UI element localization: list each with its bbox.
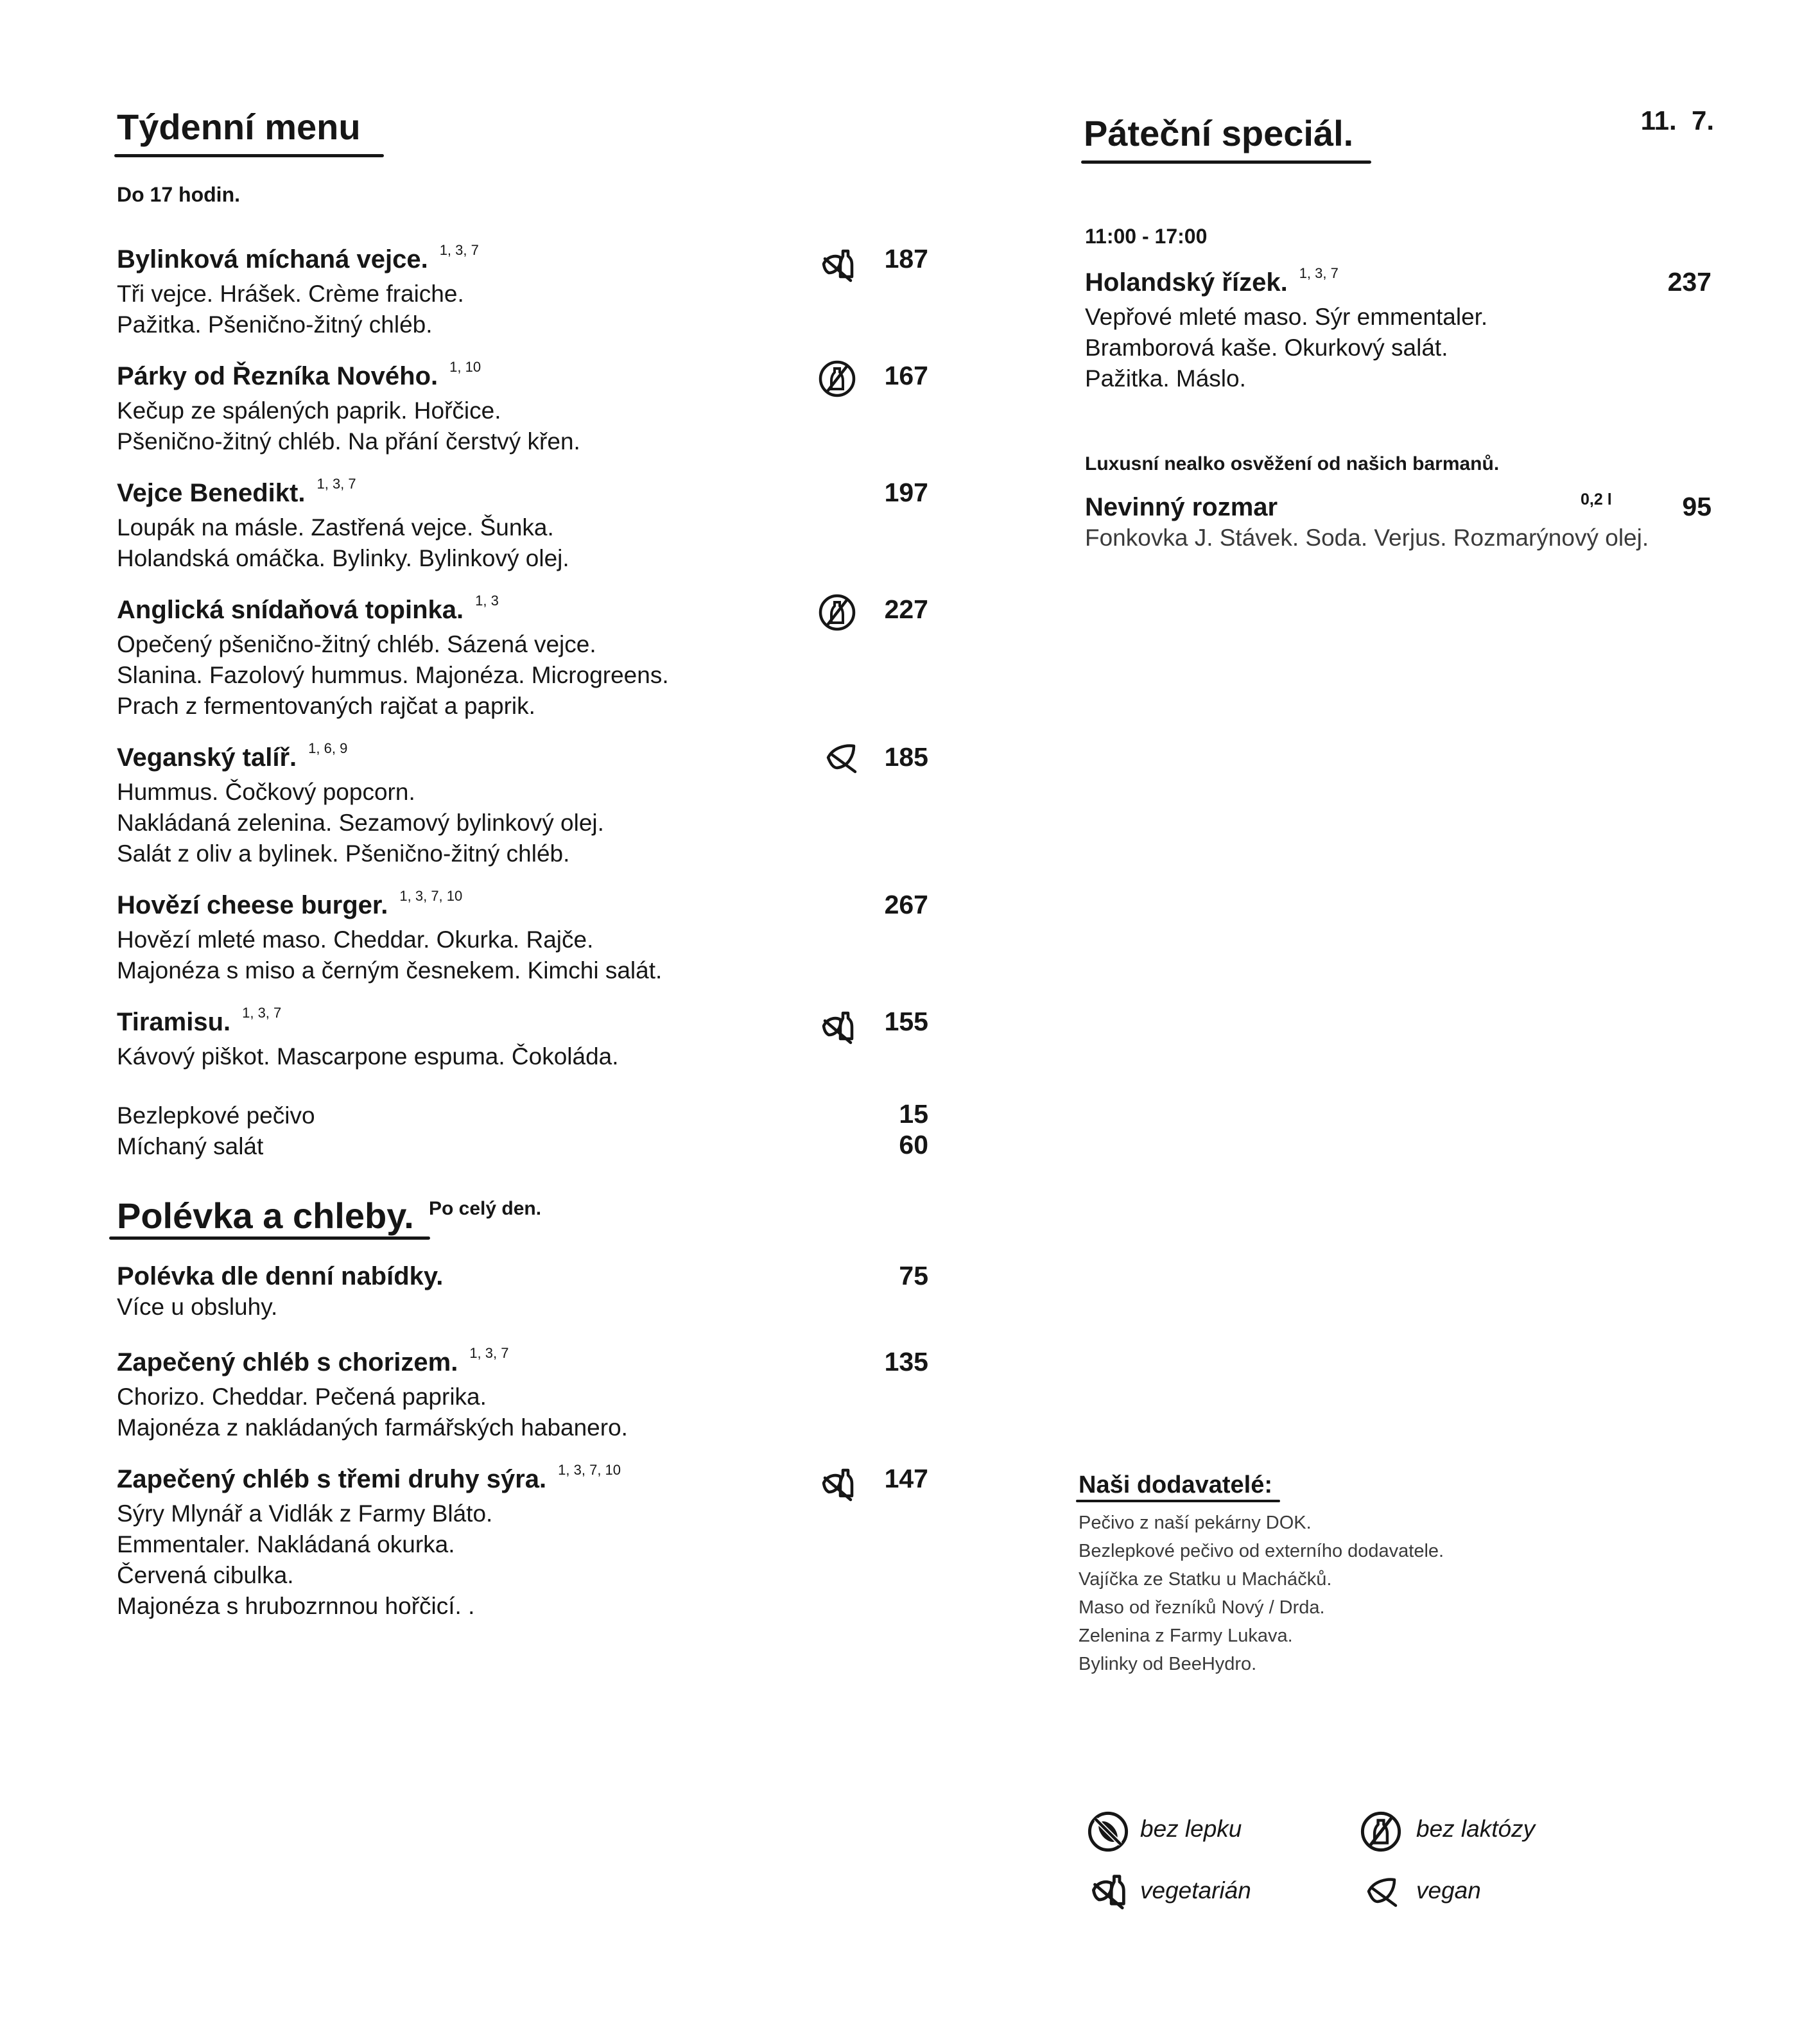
drink-name: Nevinný rozmar bbox=[1085, 493, 1278, 521]
menu-item bbox=[1085, 267, 1487, 394]
menu-item-desc: Prach z fermentovaných rajčat a paprik. bbox=[117, 693, 535, 719]
menu-item-desc: Pažitka. Máslo. bbox=[1085, 365, 1246, 392]
menu-item-desc: Slanina. Fazolový hummus. Majonéza. Microgreens. bbox=[117, 662, 669, 688]
menu-item bbox=[117, 742, 604, 869]
menu-item-desc: Salát z oliv a bylinek. Pšenično-žitný chléb. bbox=[117, 840, 570, 867]
legend-vegan: vegan bbox=[1416, 1877, 1481, 1904]
menu-item bbox=[117, 361, 580, 457]
legend-vegetarian: vegetarián bbox=[1140, 1877, 1251, 1904]
drink-volume: 0,2 l bbox=[1581, 490, 1612, 508]
menu-item bbox=[117, 1261, 443, 1323]
weekly-menu-note: Do 17 hodin. bbox=[117, 183, 240, 206]
menu-item-name: Anglická snídaňová topinka. $^{1, 3}$ bbox=[117, 593, 499, 624]
menu-item-price: 267 bbox=[884, 890, 928, 919]
allergens: 1, 10 bbox=[449, 359, 481, 375]
extra-item-name: Míchaný salát bbox=[117, 1133, 264, 1159]
legend-gluten-free: bez lepku bbox=[1140, 1816, 1242, 1842]
menu-item-price: 227 bbox=[884, 594, 928, 624]
menu-item-desc: Chorizo. Cheddar. Pečená paprika. bbox=[117, 1384, 487, 1410]
menu-item-name: Veganský talíř. $^{1, 6, 9}$ bbox=[117, 740, 348, 772]
extra-item-price: 60 bbox=[899, 1130, 928, 1159]
menu-item-desc: Pšenično-žitný chléb. Na přání čerstvý křen. bbox=[117, 428, 580, 455]
menu-item-price: 237 bbox=[1667, 267, 1712, 297]
allergens: 1, 3, 7 bbox=[439, 242, 479, 258]
menu-item-name: Tiramisu. $^{1, 3, 7}$ bbox=[117, 1005, 282, 1036]
menu-item-desc: Loupák na másle. Zastřená vejce. Šunka. bbox=[117, 514, 554, 541]
gluten-free-icon bbox=[1087, 1810, 1129, 1853]
menu-item-desc: Vepřové mleté maso. Sýr emmentaler. bbox=[1085, 304, 1488, 330]
friday-title-underline bbox=[1081, 161, 1371, 164]
drink-price: 95 bbox=[1682, 492, 1712, 521]
menu-item-desc: Kečup ze spálených paprik. Hořčice. bbox=[117, 397, 501, 424]
menu-item-desc: Sýry Mlynář a Vidlák z Farmy Bláto. bbox=[117, 1500, 493, 1527]
menu-item-desc: Hummus. Čočkový popcorn. bbox=[117, 779, 415, 805]
menu-item-name: Párky od Řezníka Nového. $^{1, 10}$ bbox=[117, 359, 481, 390]
menu-item-desc: Holandská omáčka. Bylinky. Bylinkový olej. bbox=[117, 545, 569, 571]
suppliers-title: Naši dodavatelé: bbox=[1079, 1471, 1272, 1498]
menu-item-desc: Majonéza s miso a černým česnekem. Kimchi salát. bbox=[117, 957, 663, 984]
menu-item bbox=[117, 1007, 619, 1072]
menu-item-name: Zapečený chléb s chorizem. $^{1, 3, 7}$ bbox=[117, 1345, 509, 1376]
menu-item-price: 185 bbox=[884, 742, 928, 772]
menu-item-name: Polévka dle denní nabídky. bbox=[117, 1262, 444, 1290]
menu-item-price: 75 bbox=[899, 1261, 928, 1290]
menu-item-name: Holandský řízek. $^{1, 3, 7}$ bbox=[1085, 265, 1339, 297]
vegetarian-icon bbox=[1089, 1870, 1131, 1911]
menu-item-desc: Bramborová kaše. Okurkový salát. bbox=[1085, 334, 1448, 361]
menu-item bbox=[117, 478, 569, 574]
menu-item-desc: Majonéza s hrubozrnnou hořčicí. . bbox=[117, 1593, 475, 1619]
menu-item-desc: Kávový piškot. Mascarpone espuma. Čokoláda. bbox=[117, 1043, 619, 1070]
menu-item-price: 197 bbox=[884, 478, 928, 507]
menu-item-desc: Emmentaler. Nakládaná okurka. bbox=[117, 1531, 455, 1557]
menu-item-desc: Červená cibulka. bbox=[117, 1562, 294, 1588]
weekly-menu-title: Týdenní menu bbox=[117, 107, 361, 147]
menu-item bbox=[117, 1347, 628, 1443]
supplier-line: Vajíčka ze Statku u Macháčků. bbox=[1079, 1569, 1332, 1590]
menu-item-price: 155 bbox=[884, 1007, 928, 1036]
supplier-line: Pečivo z naší pekárny DOK. bbox=[1079, 1513, 1312, 1533]
allergens: 1, 6, 9 bbox=[308, 740, 348, 756]
menu-item-name: Bylinková míchaná vejce. $^{1, 3, 7}$ bbox=[117, 242, 479, 273]
weekly-title-underline bbox=[114, 154, 384, 157]
soups-section-title: Polévka a chleby. bbox=[117, 1195, 414, 1236]
allergens: 1, 3, 7 bbox=[242, 1005, 282, 1021]
menu-item-desc: Majonéza z nakládaných farmářských habanero. bbox=[117, 1414, 628, 1441]
menu-item-desc: Pažitka. Pšenično-žitný chléb. bbox=[117, 311, 433, 338]
lactose-free-icon bbox=[1360, 1810, 1402, 1853]
friday-special-title: Páteční speciál. bbox=[1084, 113, 1354, 153]
suppliers-title-underline bbox=[1076, 1500, 1280, 1502]
allergens: 1, 3, 7, 10 bbox=[399, 888, 463, 904]
menu-item-price: 135 bbox=[884, 1347, 928, 1376]
friday-date: 11. 7. bbox=[1640, 105, 1714, 135]
menu-item-price: 167 bbox=[884, 361, 928, 390]
menu-item-desc: Více u obsluhy. bbox=[117, 1294, 278, 1320]
drink-note: Luxusní nealko osvěžení od našich barmanů. bbox=[1085, 453, 1500, 474]
drink-desc: Fonkovka J. Stávek. Soda. Verjus. Rozmarýnový olej. bbox=[1085, 525, 1649, 551]
supplier-line: Bylinky od BeeHydro. bbox=[1079, 1654, 1257, 1674]
menu-item-desc: Hovězí mleté maso. Cheddar. Okurka. Rajče. bbox=[117, 926, 594, 953]
menu-item-price: 187 bbox=[884, 244, 928, 273]
menu-item-price: 147 bbox=[884, 1464, 928, 1493]
menu-item bbox=[117, 890, 662, 986]
menu-item-name: Hovězí cheese burger. $^{1, 3, 7, 10}$ bbox=[117, 888, 463, 919]
extra-item-name: Bezlepkové pečivo bbox=[117, 1102, 315, 1129]
supplier-line: Bezlepkové pečivo od externího dodavatele. bbox=[1079, 1541, 1444, 1561]
legend-lactose-free: bez laktózy bbox=[1416, 1816, 1536, 1842]
vegan-icon bbox=[1362, 1872, 1401, 1911]
drink-item bbox=[1085, 492, 1649, 553]
menu-item-desc: Tři vejce. Hrášek. Crème fraiche. bbox=[117, 281, 464, 307]
supplier-line: Maso od řezníků Nový / Drda. bbox=[1079, 1597, 1325, 1618]
suppliers-list bbox=[1079, 1509, 1444, 1678]
menu-item-name: Zapečený chléb s třemi druhy sýra. $^{1, 3, 7, 10}$ bbox=[117, 1462, 621, 1493]
allergens: 1, 3 bbox=[475, 593, 499, 609]
allergens: 1, 3, 7 bbox=[1299, 265, 1339, 281]
supplier-line: Zelenina z Farmy Lukava. bbox=[1079, 1626, 1293, 1646]
menu-item bbox=[117, 594, 669, 722]
allergens: 1, 3, 7 bbox=[316, 476, 356, 492]
allergens: 1, 3, 7 bbox=[469, 1345, 509, 1361]
menu-item-name: Vejce Benedikt. $^{1, 3, 7}$ bbox=[117, 476, 356, 507]
menu-item bbox=[117, 1464, 621, 1622]
menu-item bbox=[117, 244, 479, 340]
menu-item-desc: Opečený pšenično-žitný chléb. Sázená vejce. bbox=[117, 631, 596, 657]
menu-item-desc: Nakládaná zelenina. Sezamový bylinkový olej. bbox=[117, 810, 604, 836]
friday-time: 11:00 - 17:00 bbox=[1085, 225, 1208, 248]
allergens: 1, 3, 7, 10 bbox=[558, 1462, 621, 1478]
soups-title-underline bbox=[109, 1236, 430, 1240]
soups-section-note: Po celý den. bbox=[429, 1198, 542, 1219]
extra-item-price: 15 bbox=[899, 1099, 928, 1129]
